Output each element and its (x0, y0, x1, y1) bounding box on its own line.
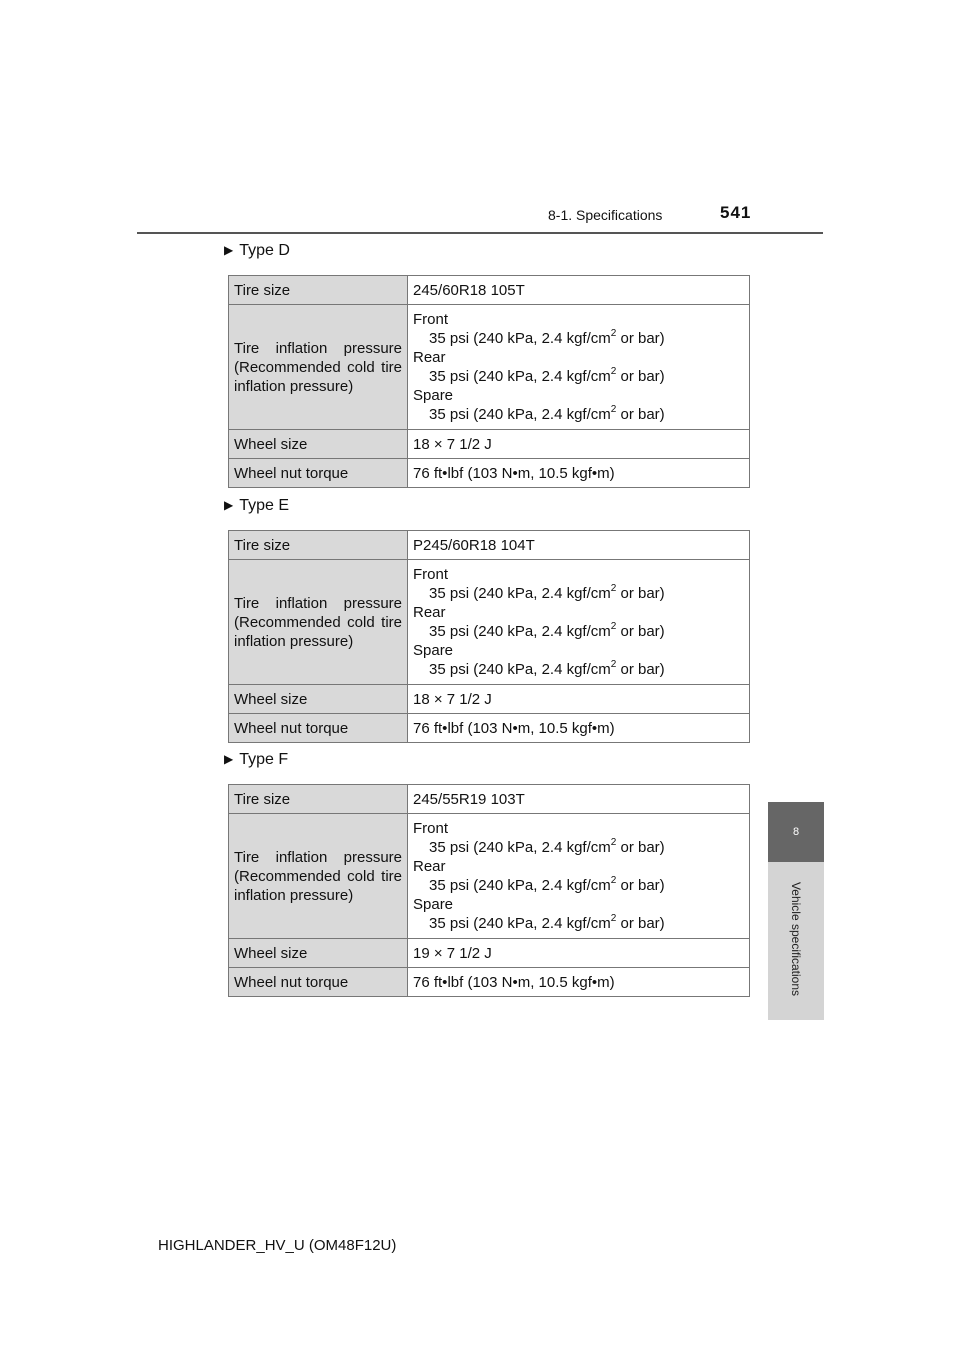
type-e-heading (224, 497, 289, 515)
nut-torque-label: Wheel nut torque (229, 714, 408, 743)
table-row (229, 968, 750, 997)
tire-size-label: Tire size (229, 785, 408, 814)
triangle-bullet-icon: ▶ (224, 752, 234, 766)
rear-label: Rear (413, 349, 446, 366)
wheel-size-value: 18 × 7 1/2 J (408, 430, 750, 459)
page-number: 541 (720, 203, 752, 222)
table-row (229, 459, 750, 488)
tire-size-value: P245/60R18 104T (408, 531, 750, 560)
spare-label: Spare (413, 387, 454, 404)
rear-pressure: 35 psi (240 kPa, 2.4 kgf/$cm^2$ or bar) (429, 875, 665, 894)
chapter-number: 8 (792, 826, 800, 838)
front-label: Front (413, 311, 449, 328)
spare-label: Spare (413, 896, 454, 913)
wheel-size-value: 18 × 7 1/2 J (408, 685, 750, 714)
nut-torque-label: Wheel nut torque (229, 968, 408, 997)
triangle-bullet-icon: ▶ (224, 243, 234, 257)
wheel-size-label: Wheel size (229, 939, 408, 968)
front-pressure: 35 psi (240 kPa, 2.4 kgf/$cm^2$ or bar) (429, 328, 665, 347)
wheel-size-label: Wheel size (229, 430, 408, 459)
table-row (229, 714, 750, 743)
tire-pressure-values (408, 814, 750, 939)
tire-pressure-label: Tire inflation pressure (Recommended cold tire inflation pressure) (229, 560, 408, 685)
tire-size-label: Tire size (229, 531, 408, 560)
type-heading-text: Type D (239, 242, 290, 259)
table-row (229, 685, 750, 714)
tire-size-label: Tire size (229, 276, 408, 305)
table-row (229, 814, 750, 939)
nut-torque-label: Wheel nut torque (229, 459, 408, 488)
tire-pressure-values (408, 305, 750, 430)
table-row (229, 531, 750, 560)
nut-torque-value: 76 ft•lbf (103 N•m, 10.5 kgf•m) (408, 459, 750, 488)
rear-label: Rear (413, 604, 446, 621)
spare-pressure: 35 psi (240 kPa, 2.4 kgf/$cm^2$ or bar) (429, 913, 665, 932)
spare-label: Spare (413, 642, 454, 659)
nut-torque-value: 76 ft•lbf (103 N•m, 10.5 kgf•m) (408, 968, 750, 997)
front-pressure: 35 psi (240 kPa, 2.4 kgf/$cm^2$ or bar) (429, 583, 665, 602)
front-label: Front (413, 566, 449, 583)
table-row (229, 560, 750, 685)
rear-pressure: 35 psi (240 kPa, 2.4 kgf/$cm^2$ or bar) (429, 366, 665, 385)
type-d-heading (224, 242, 290, 260)
tire-pressure-label: Tire inflation pressure (Recommended cold tire inflation pressure) (229, 305, 408, 430)
header-divider (137, 232, 823, 234)
tire-size-value: 245/60R18 105T (408, 276, 750, 305)
wheel-size-value: 19 × 7 1/2 J (408, 939, 750, 968)
table-row (229, 785, 750, 814)
table-row (229, 939, 750, 968)
front-pressure: 35 psi (240 kPa, 2.4 kgf/$cm^2$ or bar) (429, 837, 665, 856)
section-title: 8-1. Specifications (548, 207, 663, 223)
type-heading-text: Type F (239, 751, 289, 768)
nut-torque-value: 76 ft•lbf (103 N•m, 10.5 kgf•m) (408, 714, 750, 743)
spec-table-type-d (228, 275, 750, 488)
table-row (229, 276, 750, 305)
table-row (229, 305, 750, 430)
type-heading-text: Type E (239, 497, 290, 514)
rear-pressure: 35 psi (240 kPa, 2.4 kgf/$cm^2$ or bar) (429, 621, 665, 640)
spare-pressure: 35 psi (240 kPa, 2.4 kgf/$cm^2$ or bar) (429, 404, 665, 423)
table-row (229, 430, 750, 459)
triangle-bullet-icon: ▶ (224, 498, 234, 512)
spec-table-type-e (228, 530, 750, 743)
tire-size-value: 245/55R19 103T (408, 785, 750, 814)
tire-pressure-values (408, 560, 750, 685)
type-f-heading (224, 751, 288, 769)
tire-pressure-label: Tire inflation pressure (Recommended cold tire inflation pressure) (229, 814, 408, 939)
spare-pressure: 35 psi (240 kPa, 2.4 kgf/$cm^2$ or bar) (429, 659, 665, 678)
spec-table-type-f (228, 784, 750, 997)
manual-code: HIGHLANDER_HV_U (OM48F12U) (158, 1237, 397, 1254)
chapter-title: Vehicle specifications (789, 881, 803, 997)
rear-label: Rear (413, 858, 446, 875)
wheel-size-label: Wheel size (229, 685, 408, 714)
front-label: Front (413, 820, 449, 837)
